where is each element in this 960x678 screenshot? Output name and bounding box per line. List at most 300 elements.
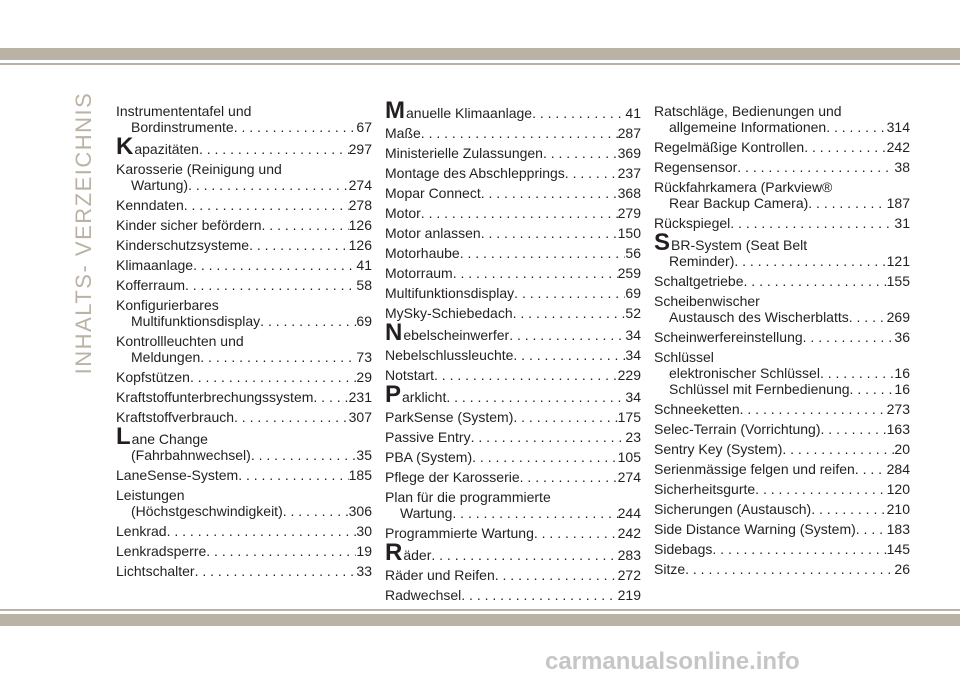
dot-leader (565, 165, 618, 181)
index-term: Wartung (400, 505, 453, 521)
index-term: ebelscheinwerfer (403, 327, 510, 343)
page-number: 41 (625, 105, 641, 121)
dot-leader (167, 523, 357, 539)
index-term: Kopfstützen (116, 369, 190, 385)
section-initial-letter: K (116, 133, 134, 160)
index-line (116, 487, 372, 503)
dot-leader (808, 195, 886, 211)
dot-leader (460, 245, 626, 261)
dot-leader (513, 409, 617, 425)
page-number: 278 (348, 197, 372, 213)
page-number: 187 (886, 195, 910, 211)
page-number: 219 (617, 587, 641, 603)
dot-leader (184, 197, 349, 213)
dot-leader (421, 125, 618, 141)
dot-leader (199, 141, 349, 157)
index-line (116, 523, 372, 539)
page-number: 29 (356, 369, 372, 385)
index-line (385, 525, 641, 541)
index-entry (654, 293, 910, 325)
index-term: Nebelschlussleuchte (385, 347, 514, 363)
index-entry (654, 501, 910, 517)
index-term: LaneSense-System (116, 467, 239, 483)
page-number: 259 (617, 265, 641, 281)
index-term: MySky-Schiebedach (385, 305, 513, 321)
index-line (116, 277, 372, 293)
index-entry (385, 225, 641, 241)
index-line (654, 401, 910, 417)
index-line (116, 103, 372, 119)
index-term: Bordinstrumente (131, 119, 234, 135)
index-term: Motor anlassen (385, 225, 481, 241)
page-number: 369 (617, 145, 641, 161)
dot-leader (730, 215, 894, 231)
index-entry (385, 145, 641, 161)
index-line (654, 119, 910, 135)
index-line (385, 505, 641, 521)
page-number: 307 (348, 409, 372, 425)
dot-leader (452, 505, 617, 521)
index-term: Rückfahrkamera (Parkview® (654, 179, 833, 195)
index-entry (116, 333, 372, 365)
index-line (116, 369, 372, 385)
index-line (385, 225, 641, 241)
dot-leader (543, 145, 618, 161)
index-term: Serienmässige felgen und reifen (654, 461, 855, 477)
dot-leader (740, 401, 887, 417)
bottom-decor-line (0, 609, 960, 611)
index-line (385, 539, 641, 566)
index-line (385, 265, 641, 281)
section-initial-letter: N (385, 319, 403, 346)
index-line (116, 177, 372, 193)
index-entry (385, 525, 641, 541)
dot-leader (234, 119, 357, 135)
page-number: 284 (886, 461, 910, 477)
index-line (654, 441, 910, 457)
index-entry (116, 389, 372, 405)
index-term: Reminder) (669, 253, 735, 269)
index-line (654, 273, 910, 289)
index-term: Plan für die programmierte (385, 489, 551, 505)
index-line (385, 285, 641, 301)
dot-leader (514, 285, 625, 301)
index-entry (654, 273, 910, 289)
dot-leader (737, 159, 894, 175)
bottom-decor-bar (0, 614, 960, 626)
index-column-1 (116, 103, 372, 583)
index-line (116, 503, 372, 519)
page-number: 274 (617, 469, 641, 485)
index-entry (654, 421, 910, 437)
index-entry (654, 349, 910, 397)
index-term: Schaltgetriebe (654, 273, 744, 289)
index-term: Austausch des Wischerblatts (669, 309, 849, 325)
page-number: 121 (886, 253, 910, 269)
page-number: 273 (886, 401, 910, 417)
page-number: 16 (894, 381, 910, 397)
dot-leader (520, 469, 618, 485)
page-number: 67 (356, 119, 372, 135)
index-line (654, 365, 910, 381)
index-term: Instrumententafel und (116, 103, 252, 119)
index-entry (654, 441, 910, 457)
index-line (654, 103, 910, 119)
index-entry (385, 429, 641, 445)
index-term: ParkSense (System) (385, 409, 514, 425)
index-term: Kraftstoffunterbrechungssystem (116, 389, 314, 405)
index-entry (116, 133, 372, 160)
index-entry (116, 257, 372, 273)
dot-leader (782, 441, 894, 457)
index-entry (385, 567, 641, 583)
dot-leader (849, 309, 887, 325)
top-decor-line (0, 63, 960, 65)
index-term: arklicht (402, 389, 447, 405)
index-term: Sentry Key (System) (654, 441, 783, 457)
index-entry (116, 277, 372, 293)
index-term: Sidebags (654, 541, 713, 557)
index-term: Programmierte Wartung (385, 525, 534, 541)
index-line (654, 179, 910, 195)
index-column-2 (385, 97, 641, 607)
dot-leader (453, 265, 618, 281)
side-title-text: INHALTS- VERZEICHNIS (71, 91, 96, 374)
page-number: 36 (894, 329, 910, 345)
index-entry (385, 367, 641, 383)
index-line (654, 253, 910, 269)
page-number: 34 (625, 389, 641, 405)
index-term: PBA (System) (385, 449, 473, 465)
dot-leader (461, 587, 617, 603)
dot-leader (509, 327, 625, 343)
index-entry (116, 197, 372, 213)
index-term: Motorhaube (385, 245, 460, 261)
index-line (116, 161, 372, 177)
index-line (116, 389, 372, 405)
index-entry (116, 563, 372, 579)
dot-leader (200, 349, 356, 365)
page-number: 306 (348, 503, 372, 519)
page-number: 242 (886, 139, 910, 155)
index-term: Scheinwerfereinstellung (654, 329, 803, 345)
dot-leader (481, 225, 618, 241)
index-line (654, 329, 910, 345)
dot-leader (206, 543, 356, 559)
section-initial-letter: M (385, 97, 405, 124)
page-number: 73 (356, 349, 372, 365)
index-line (116, 423, 372, 450)
index-term: Lichtschalter (116, 563, 195, 579)
index-term: Klimaanlage (116, 257, 194, 273)
page-number: 242 (617, 525, 641, 541)
index-line (385, 245, 641, 261)
index-line (654, 215, 910, 231)
dot-leader (712, 541, 886, 557)
index-line (116, 257, 372, 273)
index-entry (385, 539, 641, 566)
index-entry (116, 523, 372, 539)
dot-leader (188, 177, 349, 193)
index-term: Mopar Connect (385, 185, 481, 201)
side-title (64, 91, 104, 374)
index-entry (385, 285, 641, 301)
page-number: 287 (617, 125, 641, 141)
page-number: 30 (356, 523, 372, 539)
index-line (654, 461, 910, 477)
index-term: apazitäten (134, 141, 199, 157)
index-line (385, 587, 641, 603)
dot-leader (238, 467, 348, 483)
index-entry (654, 329, 910, 345)
index-line (385, 367, 641, 383)
dot-leader (821, 421, 887, 437)
index-term: Schlüssel mit Fernbedienung (669, 381, 850, 397)
index-term: Schneeketten (654, 401, 740, 417)
page-number: 274 (348, 177, 372, 193)
index-column-3 (654, 103, 910, 581)
page-number: 279 (617, 205, 641, 221)
index-term: Rückspiegel (654, 215, 731, 231)
page-number: 175 (617, 409, 641, 425)
index-entry (654, 139, 910, 155)
dot-leader (472, 449, 618, 465)
page-number: 269 (886, 309, 910, 325)
index-entry (385, 125, 641, 141)
index-term: Kofferraum (116, 277, 185, 293)
index-entry (385, 409, 641, 425)
index-term: Schlüssel (654, 349, 714, 365)
page-number: 183 (886, 521, 910, 537)
index-term: Sicherungen (Austausch) (654, 501, 812, 517)
index-line (385, 319, 641, 346)
dot-leader (744, 273, 887, 289)
index-term: Rear Backup Camera) (669, 195, 809, 211)
page-number: 231 (348, 389, 372, 405)
page-number: 283 (617, 547, 641, 563)
dot-leader (734, 253, 886, 269)
watermark: carmanualsonline.info (545, 648, 800, 675)
index-entry (116, 237, 372, 253)
index-line (116, 543, 372, 559)
index-entry (654, 481, 910, 497)
index-entry (654, 229, 910, 269)
index-entry (654, 159, 910, 175)
page-number: 69 (356, 313, 372, 329)
index-line (654, 195, 910, 211)
index-term: Scheibenwischer (654, 293, 760, 309)
page-number: 126 (348, 217, 372, 233)
page-number: 105 (617, 449, 641, 465)
page-number: 229 (617, 367, 641, 383)
index-term: Pflege der Karosserie (385, 469, 520, 485)
index-entry (385, 205, 641, 221)
page-number: 34 (625, 347, 641, 363)
index-term: Sicherheitsgurte (654, 481, 756, 497)
page-number: 120 (886, 481, 910, 497)
index-term: Sitze (654, 561, 686, 577)
index-entry (654, 103, 910, 135)
dot-leader (251, 447, 357, 463)
index-entry (385, 165, 641, 181)
index-term: allgemeine Informationen (669, 119, 827, 135)
index-entry (116, 161, 372, 193)
index-line (654, 309, 910, 325)
index-line (654, 159, 910, 175)
dot-leader (471, 429, 626, 445)
page-number: 33 (356, 563, 372, 579)
index-term: Lenkradsperre (116, 543, 207, 559)
index-line (116, 333, 372, 349)
dot-leader (495, 567, 618, 583)
dot-leader (804, 139, 886, 155)
index-line (654, 381, 910, 397)
index-term: (Fahrbahnwechsel) (131, 447, 251, 463)
page-number: 145 (886, 541, 910, 557)
index-term: Kraftstoffverbrauch (116, 409, 235, 425)
dot-leader (534, 525, 618, 541)
index-line (654, 501, 910, 517)
dot-leader (856, 521, 887, 537)
index-entry (116, 103, 372, 135)
index-term: Kinderschutzsysteme (116, 237, 250, 253)
dot-leader (803, 329, 895, 345)
index-term: Regelmäßige Kontrollen (654, 139, 805, 155)
index-term: (Höchstgeschwindigkeit) (131, 503, 283, 519)
index-entry (385, 347, 641, 363)
index-entry (654, 541, 910, 557)
index-term: Leistungen (116, 487, 185, 503)
index-term: ane Change (131, 431, 208, 447)
dot-leader (190, 369, 356, 385)
page-number: 155 (886, 273, 910, 289)
index-line (116, 133, 372, 160)
index-line (385, 567, 641, 583)
index-line (385, 165, 641, 181)
index-line (116, 237, 372, 253)
page-number: 368 (617, 185, 641, 201)
dot-leader (532, 105, 625, 121)
index-entry (116, 409, 372, 425)
index-term: Side Distance Warning (System) (654, 521, 856, 537)
index-term: Ratschläge, Bedienungen und (654, 103, 842, 119)
index-line (116, 349, 372, 365)
dot-leader (313, 389, 348, 405)
index-entry (385, 319, 641, 346)
index-line (654, 421, 910, 437)
dot-leader (826, 119, 886, 135)
index-term: Kontrollleuchten und (116, 333, 244, 349)
page-number: 150 (617, 225, 641, 241)
index-entry (385, 265, 641, 281)
dot-leader (185, 277, 356, 293)
index-term: Selec-Terrain (Vorrichtung) (654, 421, 821, 437)
index-term: Multifunktionsdisplay (385, 285, 515, 301)
page-number: 297 (348, 141, 372, 157)
page-number: 126 (348, 237, 372, 253)
dot-leader (249, 237, 349, 253)
index-entry (385, 305, 641, 321)
dot-leader (513, 305, 626, 321)
page-number: 314 (886, 119, 910, 135)
index-entry (654, 521, 910, 537)
index-line (116, 297, 372, 313)
page-number: 26 (894, 561, 910, 577)
section-initial-letter: P (385, 381, 402, 408)
dot-leader (446, 389, 625, 405)
index-line (385, 489, 641, 505)
index-term: anuelle Klimaanlage (406, 105, 533, 121)
dot-leader (811, 501, 886, 517)
index-entry (385, 185, 641, 201)
index-term: Karosserie (Reinigung und (116, 161, 282, 177)
index-term: Regensensor (654, 159, 738, 175)
index-entry (116, 217, 372, 233)
section-initial-letter: L (116, 423, 131, 450)
dot-leader (262, 217, 349, 233)
index-term: Räder und Reifen (385, 567, 495, 583)
dot-leader (260, 313, 356, 329)
index-line (116, 467, 372, 483)
dot-leader (855, 461, 887, 477)
page-number: 185 (348, 467, 372, 483)
index-line (385, 409, 641, 425)
page-number: 34 (625, 327, 641, 343)
index-term: BR-System (Seat Belt (671, 237, 808, 253)
index-term: elektronischer Schlüssel (669, 365, 820, 381)
page-number: 163 (886, 421, 910, 437)
dot-leader (195, 563, 357, 579)
page-number: 56 (625, 245, 641, 261)
index-line (116, 217, 372, 233)
dot-leader (481, 185, 618, 201)
page-number: 69 (625, 285, 641, 301)
dot-leader (431, 547, 617, 563)
index-line (385, 449, 641, 465)
dot-leader (513, 347, 625, 363)
index-line (385, 347, 641, 363)
index-term: Multifunktionsdisplay (131, 313, 261, 329)
index-entry (116, 487, 372, 519)
index-line (654, 293, 910, 309)
page-number: 41 (356, 257, 372, 273)
index-term: äder (403, 547, 432, 563)
index-line (654, 521, 910, 537)
index-entry (385, 449, 641, 465)
dot-leader (193, 257, 356, 273)
index-entry (654, 215, 910, 231)
index-line (385, 429, 641, 445)
index-line (385, 185, 641, 201)
page-number: 19 (356, 543, 372, 559)
dot-leader (283, 503, 349, 519)
index-term: Ministerielle Zulassungen (385, 145, 543, 161)
index-entry (385, 469, 641, 485)
index-line (654, 561, 910, 577)
index-line (654, 229, 910, 256)
page-number: 58 (356, 277, 372, 293)
index-term: Meldungen (131, 349, 201, 365)
page-number: 23 (625, 429, 641, 445)
index-entry (385, 245, 641, 261)
page-number: 38 (894, 159, 910, 175)
dot-leader (234, 409, 349, 425)
index-term: Motor (385, 205, 421, 221)
index-entry (385, 587, 641, 603)
index-line (654, 349, 910, 365)
dot-leader (685, 561, 894, 577)
index-line (116, 447, 372, 463)
